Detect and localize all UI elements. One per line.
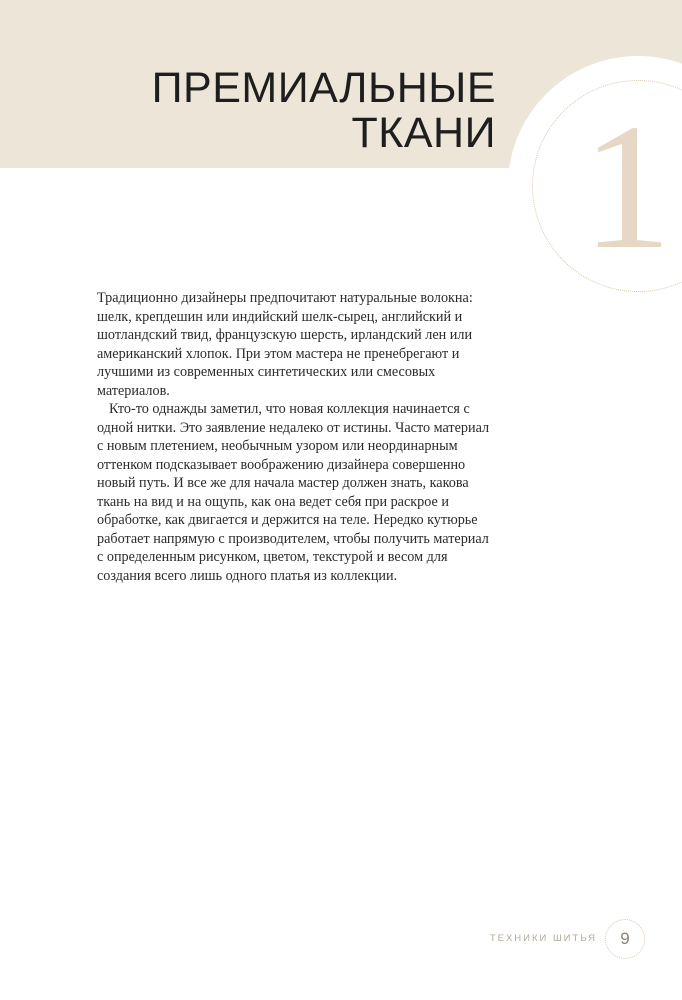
chapter-title-line-1: ПРЕМИАЛЬНЫЕ	[151, 64, 496, 112]
body-paragraph-2: Кто-то однажды заметил, что новая коллекция начинается с одной нитки. Это заявление недалеко от истины. Часто материал с новым плетением, необычным узором или неординарным оттенком подсказывает воображению дизайнера совершенно новый путь. И все же для начала мастер должен знать, какова ткань на вид и на ощупь, как она ведет себя при раскрое и обработке, как двигается и держится на теле. Нередко кутюрье работает напрямую с производителем, чтобы получить материал с определенным рисунком, цветом, текстурой и весом для создания всего лишь одного платья из коллекции.	[97, 401, 490, 584]
body-text	[97, 289, 495, 585]
chapter-number: 1	[582, 87, 672, 286]
body-paragraph-1: Традиционно дизайнеры предпочитают натуральные волокна: шелк, крепдешин или индийский шелк-сырец, английский и шотландский твид, французскую шерсть, ирландский лен или американский хлопок. При этом мастера не пренебрегают и лучшими из современных синтетических или смесовых материалов.	[97, 290, 473, 399]
footer-section-label: ТЕХНИКИ ШИТЬЯ	[489, 933, 597, 944]
chapter-title	[152, 66, 496, 156]
chapter-title-line-2: ТКАНИ	[351, 109, 496, 157]
page-number: 9	[605, 919, 645, 959]
